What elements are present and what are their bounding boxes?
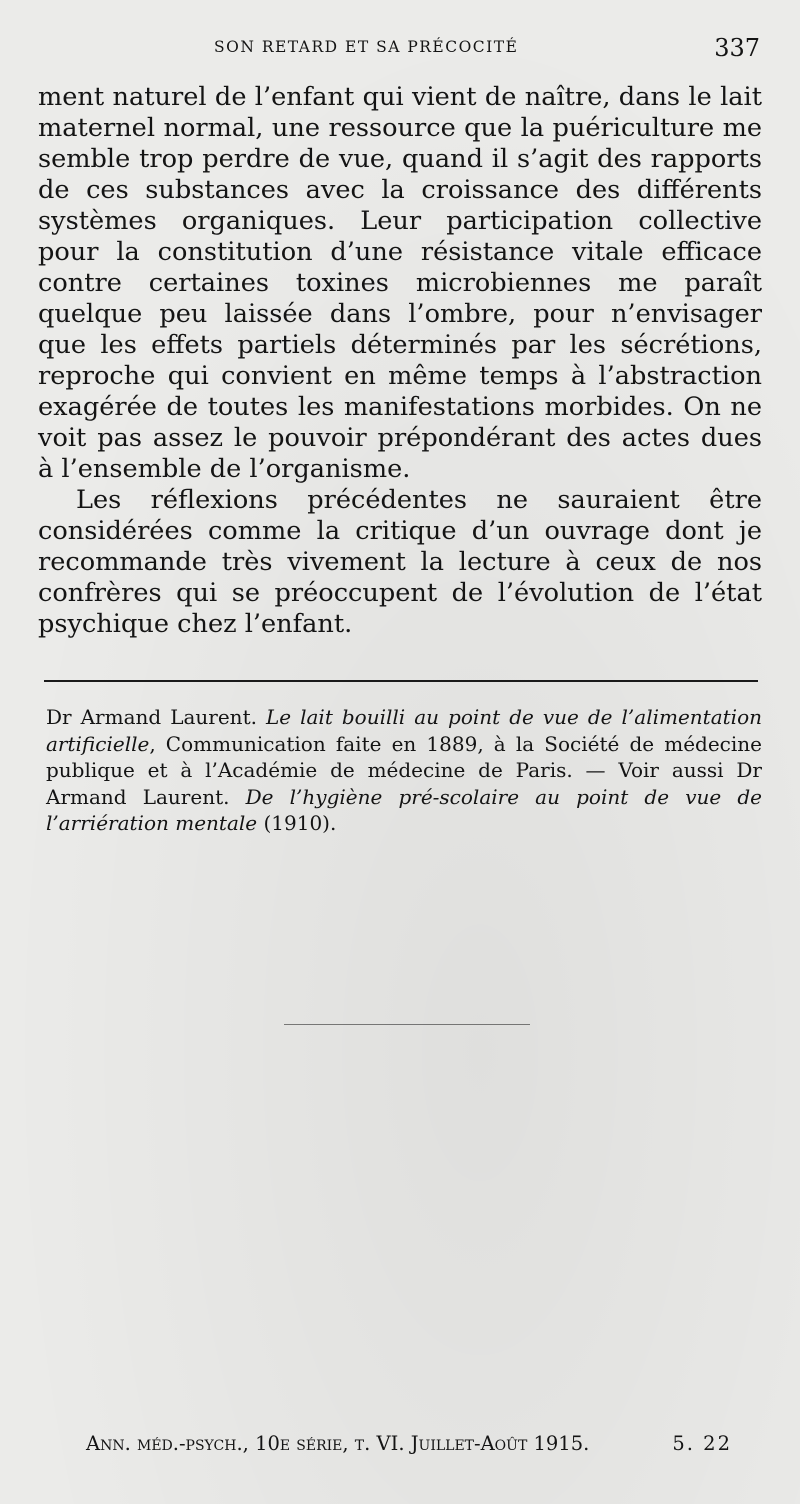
footnote-title-1: Le lait bouilli au point de vue de l’alimentation artificielle [46,705,762,756]
signature-mark: 5. 22 [672,1432,732,1455]
footnote-year: (1910). [257,811,337,835]
show-through-rule [284,1024,530,1025]
body-text [38,82,762,640]
footnote-title-2: De l’hygiène pré-scolaire au point de vue de l’arriération mentale [46,784,762,835]
running-title: SON RETARD ET SA PRÉCOCITÉ [214,38,519,56]
paragraph-1: ment naturel de l’enfant qui vient de naître, dans le lait maternel normal, une ressource que la puériculture me semble trop perdre de vue, quand il s’agit des rapports de ces substances avec la croissance des différents systèmes organiques. Leur participation collective pour la constitution d’une résistance vitale efficace contre certaines toxines microbiennes me paraît quelque peu laissée dans l’ombre, pour n’envisager que les effets partiels déterminés par les sécrétions, reproche qui convient en même temps à l’abstraction exagérée de toutes les manifestations morbides. On ne voit pas assez le pouvoir prépondérant des actes dues à l’ensemble de l’organisme. [38,82,762,484]
footnote-details: , Communication faite en 1889, à la Société de médecine publique et à l’Académie de médecine de Paris. — Voir aussi Dr Armand Laurent. [46,731,762,809]
footnote-text [46,704,762,837]
paragraph-2: Les réflexions précédentes ne sauraient être considérées comme la critique d’un ouvrage dont je recommande très vivement la lecture à ceux de nos confrères qui se préoccupent de l’évolution de l’état psychique chez l’enfant. [38,485,762,639]
page-footer [86,1432,760,1462]
footnote-rule [44,680,758,682]
running-head [38,34,760,68]
journal-reference: Ann. méd.-psych., 10e série, t. VI. Juillet-Août 1915. [86,1432,590,1455]
footnote-author-1: Dr Armand Laurent. [46,705,266,729]
page-number: 337 [714,34,760,62]
footnote [46,704,762,837]
